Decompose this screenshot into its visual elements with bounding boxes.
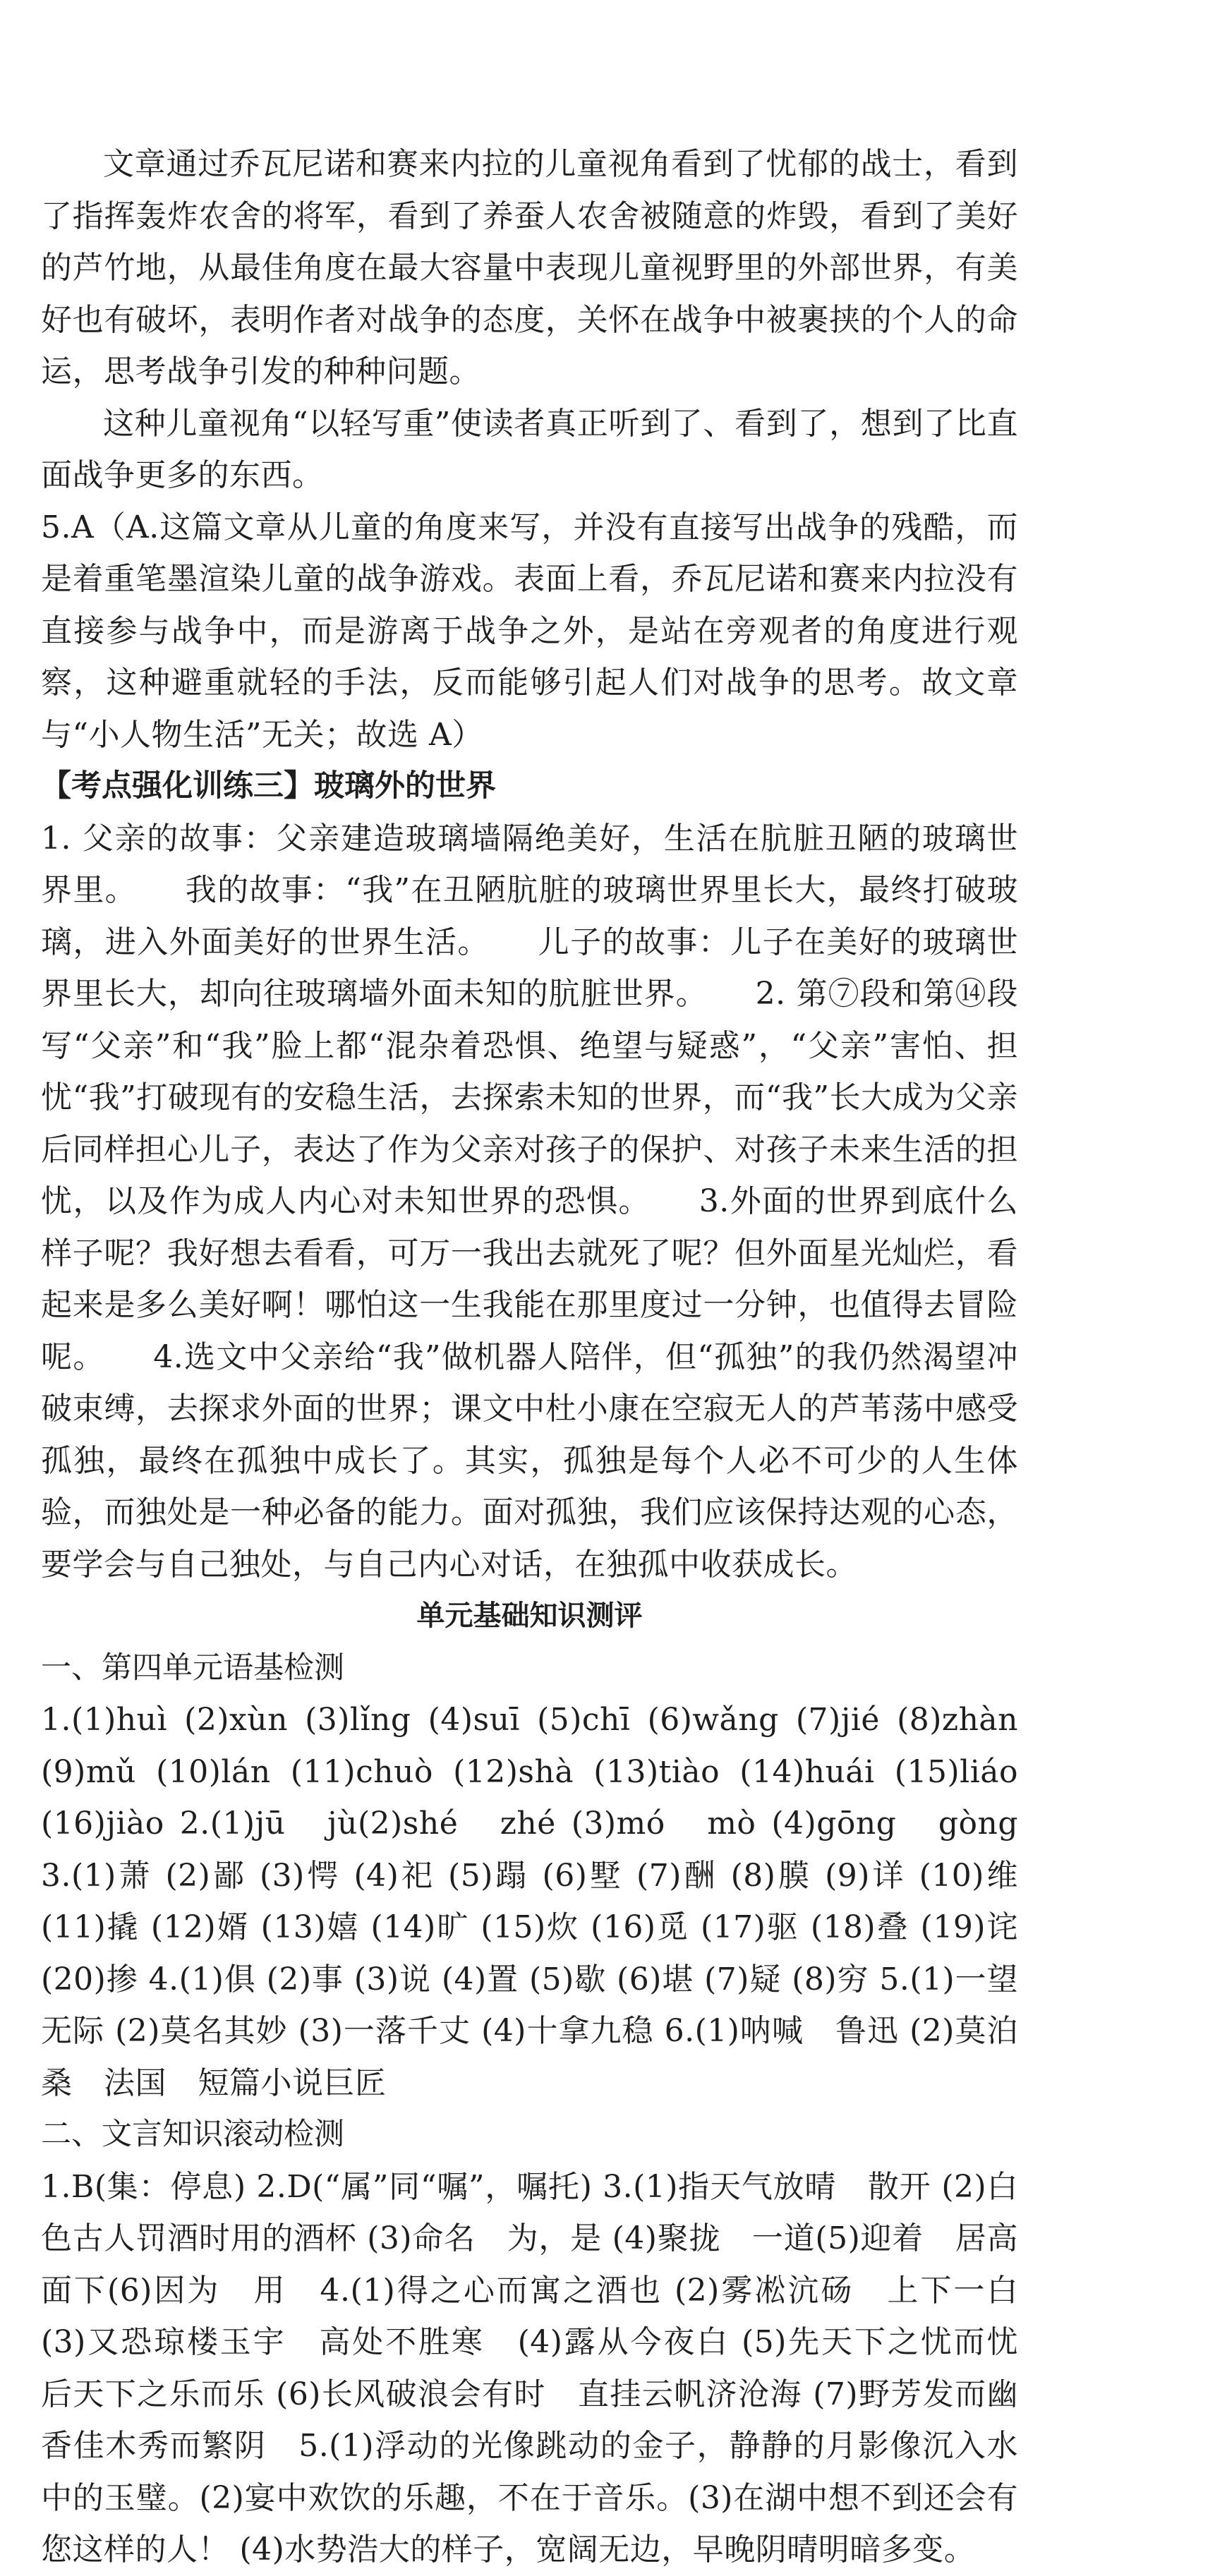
analysis-paragraph: 文章通过乔瓦尼诺和赛来内拉的儿童视角看到了忧郁的战士，看到了指挥轰炸农舍的将军，看到了养蚕人农舍被随意的炸毁，看到了美好的芦竹地，从最佳角度在最大容量中表现儿童视野里的外部世界，有美好也有破坏，表明作者对战争的态度，关怀在战争中被裹挟的个人的命运，思考战争引发的种种问题。 [41,146,1018,389]
unit-test-title: 单元基础知识测评 [416,1600,643,1632]
analysis-paragraph-2: 这种儿童视角“以轻写重”使读者真正听到了、看到了，想到了比直面战争更多的东西。 [41,405,1018,493]
part2-heading: 二、文言知识滚动检测 [41,2117,344,2152]
section-heading-training-3: 【考点强化训练三】玻璃外的世界 [41,768,496,804]
answer-5: 5.A（A.这篇文章从儿童的角度来写，并没有直接写出战争的残酷，而是着重笔墨渲染儿童的战争游戏。表面上看，乔瓦尼诺和赛来内拉没有直接参与战争中，而是游离于战争之外，是站在旁观者的角度进行观察，这种避重就轻的手法，反而能够引起人们对战争的思考。故文章与“小人物生活”无关；故选 A） [41,509,1018,753]
part2-answers: 1.B(集：停息) 2.D(“属”同“嘱”，嘱托) 3.(1)指天气放晴 散开 (2)白色古人罚酒时用的酒杯 (3)命名 为，是 (4)聚拢 一道(5)迎着 居高面下(6)因为 用 4.(1)得之心而寓之酒也 (2)雾凇沆砀 上下一白 (3)又恐琼楼玉宇 高处不胜寒 (4)露从今夜白 (5)先天下之忧而忧 后天下之乐而乐 (6)长风破浪会有时 直挂云帆济沧海 (7)野芳发而幽香佳木秀而繁阴 5.(1)浮动的光像跳动的金子，静静的月影像沉入水中的玉璧。(2)宴中欢饮的乐趣，不在于音乐。(3)在湖中想不到还会有您这样的人！ (4)水势浩大的样子，宽阔无边，早晚阴晴明暗多变。 [41,2168,1050,2568]
answer-page [41,138,1050,2576]
training-3-answers: 1. 父亲的故事：父亲建造玻璃墙隔绝美好，生活在肮脏丑陋的玻璃世界里。 我的故事：“我”在丑陋肮脏的玻璃世界里长大，最终打破玻璃，进入外面美好的世界生活。 儿子的故事：儿子在美好的玻璃世界里长大，却向往玻璃墙外面未知的肮脏世界。 2. 第⑦段和第⑭段写“父亲”和“我”脸上都“混杂着恐惧、绝望与疑惑”，“父亲”害怕、担忧“我”打破现有的安稳生活，去探索未知的世界，而“我”长大成为父亲后同样担心儿子，表达了作为父亲对孩子的保护、对孩子未来生活的担忧，以及作为成人内心对未知世界的恐惧。 3.外面的世界到底什么样子呢？我好想去看看，可万一我出去就死了呢？但外面星光灿烂，看起来是多么美好啊！哪怕这一生我能在那里度过一分钟，也值得去冒险呢。 4.选文中父亲给“我”做机器人陪伴，但“孤独”的我仍然渴望冲破束缚，去探求外面的世界；课文中杜小康在空寂无人的芦苇荡中感受孤独，最终在孤独中成长了。其实，孤独是每个人必不可少的人生体验，而独处是一种必备的能力。面对孤独，我们应该保持达观的心态，要学会与自己独处，与自己内心对话，在独孤中收获成长。 [41,820,1018,1583]
part1-heading: 一、第四单元语基检测 [41,1650,344,1686]
part1-answers: 1.(1)huì (2)xùn (3)lǐng (4)suī (5)chī (6)wǎng (7)jié (8)zhàn (9)mǔ (10)lán (11)chuò (12)shà (13)tiào (14)huái (15)liáo (16)jiào 2.(1)jū jù(2)shé zhé (3)mó mò (4)gōng gòng 3.(1)萧 (2)鄙 (3)愕 (4)祀 (5)蹋 (6)墅 (7)酬 (8)膜 (9)详 (10)维 (11)撬 (12)婿 (13)嬉 (14)旷 (15)炊 (16)觅 (17)驱 (18)叠 (19)诧 (20)掺 4.(1)俱 (2)事 (3)说 (4)置 (5)歇 (6)堪 (7)疑 (8)穷 5.(1)一望无际 (2)莫名其妙 (3)一落千丈 (4)十拿九稳 6.(1)呐喊 鲁迅 (2)莫泊桑 法国 短篇小说巨匠 [41,1702,1050,2101]
